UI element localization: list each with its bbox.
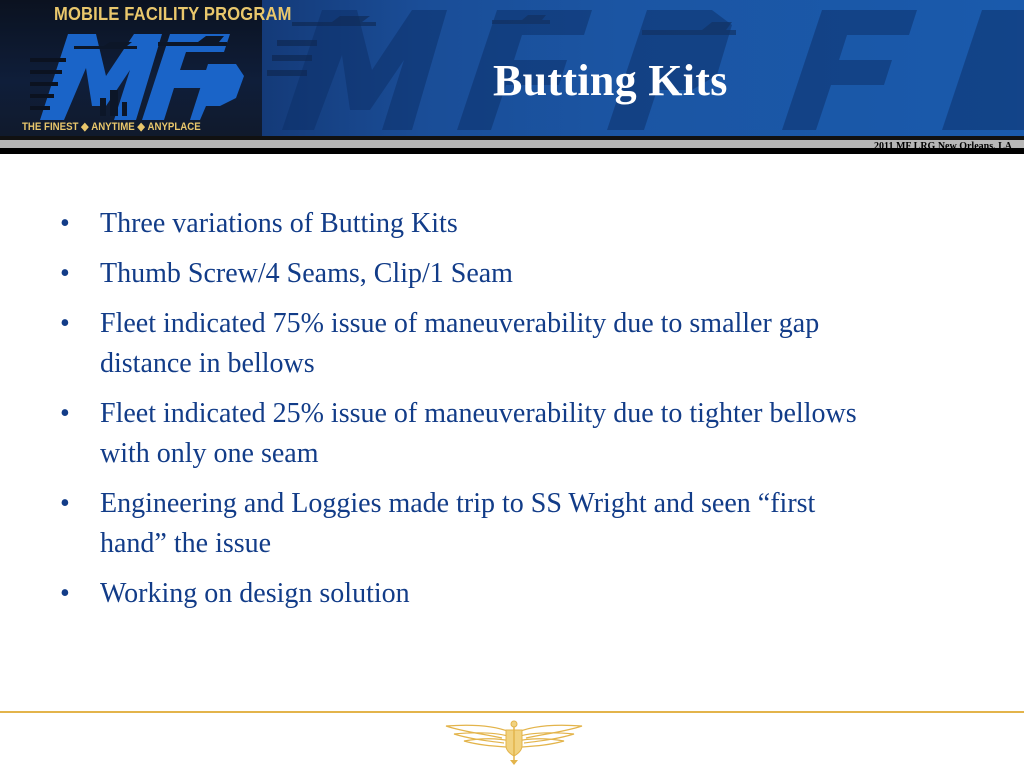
logo-panel <box>0 0 292 136</box>
motto-separator-icon: ◆ <box>137 121 145 133</box>
bullet-icon: • <box>60 308 70 339</box>
bullet-text: Three variations of Butting Kits <box>100 208 458 239</box>
naval-aviator-wings-icon <box>444 716 584 766</box>
footer-divider <box>0 711 1024 713</box>
bullet-icon: • <box>60 578 70 609</box>
bullet-text: Thumb Screw/4 Seams, Clip/1 Seam <box>100 258 513 289</box>
motto-separator-icon: ◆ <box>81 121 89 133</box>
bullet-text: Engineering and Loggies made trip to SS Wright and seen “first hand” the issue <box>100 488 816 559</box>
header-divider-thin <box>0 148 1024 154</box>
program-title: MOBILE FACILITY PROGRAM <box>54 4 292 24</box>
bullet-text: Fleet indicated 25% issue of maneuverability due to tighter bellows with only one seam <box>100 398 857 469</box>
bullet-text: Fleet indicated 75% issue of maneuverability due to smaller gap distance in bellows <box>100 308 820 379</box>
event-label: 2011 MF LRG New Orleans, LA <box>874 141 1012 152</box>
bullet-icon: • <box>60 488 70 519</box>
program-motto <box>22 120 201 133</box>
bullet-icon: • <box>60 258 70 289</box>
bullet-icon: • <box>60 208 70 239</box>
bullet-item <box>60 484 860 564</box>
mfp-logo <box>30 28 245 123</box>
slide-content <box>60 204 860 624</box>
header-banner <box>0 0 1024 136</box>
slide-title: Butting Kits <box>493 56 728 105</box>
bullet-icon: • <box>60 398 70 429</box>
bullet-item <box>60 204 860 244</box>
motto-part-1: THE FINEST <box>22 121 79 133</box>
bullet-item <box>60 574 860 614</box>
motto-part-2: ANYTIME <box>91 121 135 133</box>
bullet-item <box>60 254 860 294</box>
bullet-item <box>60 394 860 474</box>
motto-part-3: ANYPLACE <box>147 121 201 133</box>
header-divider-grey <box>0 140 1024 148</box>
bullet-list <box>60 204 860 614</box>
bullet-text: Working on design solution <box>100 578 410 609</box>
bullet-item <box>60 304 860 384</box>
